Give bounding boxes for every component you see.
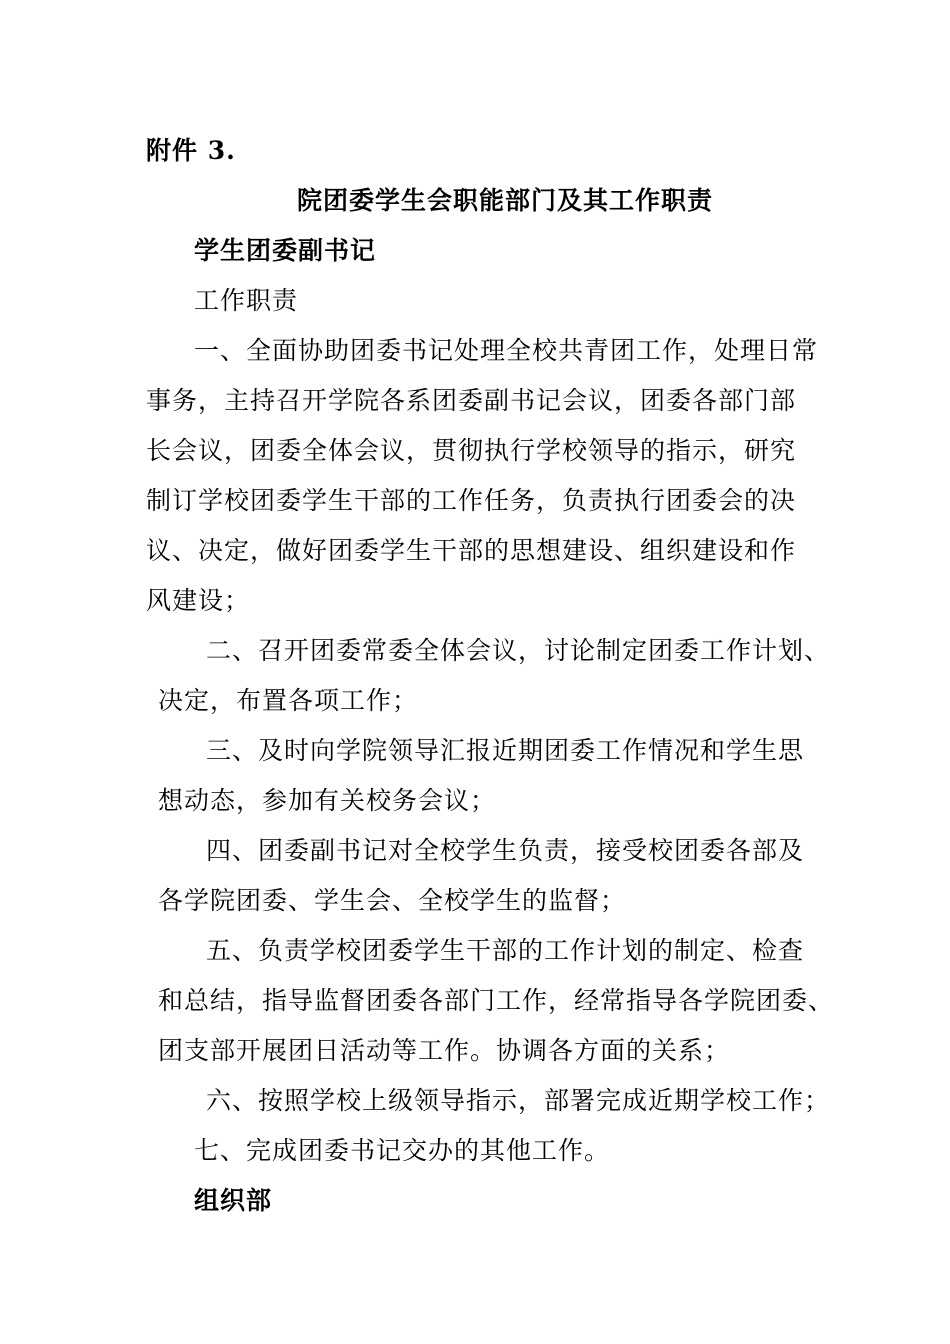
body-line: 风建设；	[146, 586, 251, 615]
document-title: 院团委学生会职能部门及其工作职责	[297, 186, 714, 215]
section-heading-deputy-secretary: 学生团委副书记	[194, 236, 377, 265]
attachment-label: 附件 3.	[146, 136, 236, 165]
body-line: 六、按照学校上级领导指示，部署完成近期学校工作；	[206, 1086, 831, 1115]
body-line: 七、完成团委书记交办的其他工作。	[194, 1136, 611, 1165]
body-line: 长会议，团委全体会议，贯彻执行学校领导的指示，研究	[146, 436, 797, 465]
body-line: 五、负责学校团委学生干部的工作计划的制定、检查	[206, 936, 805, 965]
body-line: 事务，主持召开学院各系团委副书记会议，团委各部门部	[146, 386, 797, 415]
body-line: 和总结，指导监督团委各部门工作，经常指导各学院团委、	[158, 986, 835, 1015]
body-line: 各学院团委、学生会、全校学生的监督；	[158, 886, 627, 915]
section-subheading-duties: 工作职责	[194, 286, 299, 315]
body-line: 制订学校团委学生干部的工作任务，负责执行团委会的决	[146, 486, 797, 515]
body-line: 三、及时向学院领导汇报近期团委工作情况和学生思	[206, 736, 805, 765]
body-line: 团支部开展团日活动等工作。协调各方面的关系；	[158, 1036, 731, 1065]
body-line: 一、全面协助团委书记处理全校共青团工作，处理日常	[194, 336, 819, 365]
body-line: 议、决定，做好团委学生干部的思想建设、组织建设和作	[146, 536, 797, 565]
section-heading-organization-dept: 组织部	[194, 1186, 273, 1215]
body-line: 四、团委副书记对全校学生负责，接受校团委各部及	[206, 836, 805, 865]
body-line: 决定，布置各项工作；	[158, 686, 419, 715]
body-line: 想动态，参加有关校务会议；	[158, 786, 497, 815]
body-line: 二、召开团委常委全体会议，讨论制定团委工作计划、	[206, 636, 831, 665]
